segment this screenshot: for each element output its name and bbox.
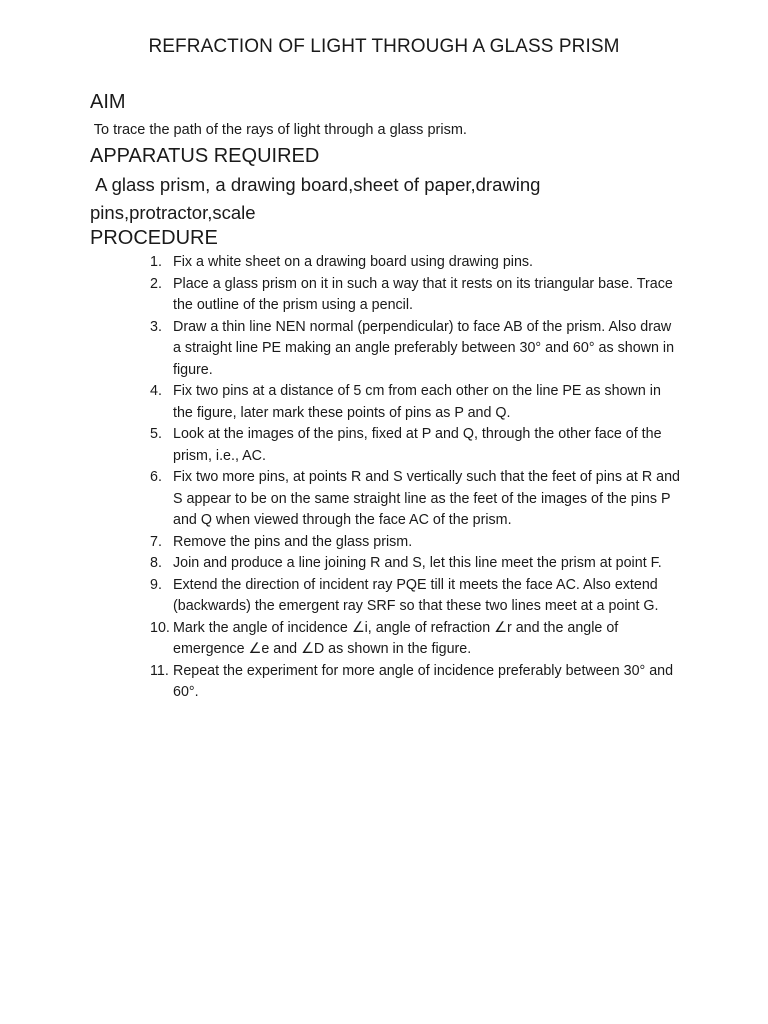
step-text: Fix two pins at a distance of 5 cm from each other on the line PE as shown in the figure, later mark these points of pins as P and Q. — [173, 383, 661, 421]
procedure-steps-list — [150, 252, 680, 704]
step-number: 1. — [150, 254, 162, 270]
step-text: Fix two more pins, at points R and S vertically such that the feet of pins at R and S appear to be on the same straight line as the feet of the images of the pins P and Q when viewed through the face AC of the prism. — [173, 469, 680, 528]
apparatus-text: A glass prism, a drawing board,sheet of paper,drawing pins,protractor,scale — [90, 174, 546, 223]
step-text: Remove the pins and the glass prism. — [173, 533, 413, 550]
step-text: Look at the images of the pins, fixed at P and Q, through the other face of the prism, i.e., AC. — [173, 426, 662, 464]
step-number: 9. — [150, 576, 162, 593]
page-title: REFRACTION OF LIGHT THROUGH A GLASS PRISM — [148, 36, 620, 57]
procedure-step — [150, 381, 680, 424]
step-number: 6. — [150, 469, 162, 485]
procedure-step — [150, 618, 680, 661]
procedure-step — [150, 575, 680, 618]
step-number: 2. — [150, 275, 162, 292]
aim-heading: AIM — [90, 91, 126, 113]
procedure-step — [150, 274, 680, 317]
procedure-step — [150, 553, 680, 575]
step-number: 10. — [150, 619, 170, 636]
step-number: 5. — [150, 426, 162, 442]
step-text: Draw a thin line NEN normal (perpendicular) to face AB of the prism. Also draw a straight line PE making an angle preferably between 30° and 60° as shown in figure. — [173, 318, 675, 378]
procedure-step — [150, 467, 680, 532]
step-text: Mark the angle of incidence ∠i, angle of refraction ∠r and the angle of emergence ∠e and ∠D as shown in the figure. — [173, 619, 619, 657]
step-number: 7. — [150, 533, 162, 550]
step-number: 4. — [150, 383, 162, 399]
procedure-step — [150, 317, 680, 382]
procedure-step — [150, 424, 680, 467]
step-text: Fix a white sheet on a drawing board using drawing pins. — [173, 254, 534, 270]
step-number: 8. — [150, 555, 162, 571]
step-number: 11. — [150, 662, 169, 679]
procedure-step — [150, 252, 680, 274]
aim-text: To trace the path of the rays of light through a glass prism. — [90, 122, 467, 138]
procedure-step — [150, 532, 680, 554]
procedure-step — [150, 661, 680, 704]
step-text: Place a glass prism on it in such a way that it rests on its triangular base. Trace the outline of the prism using a pencil. — [173, 275, 673, 313]
step-number: 3. — [150, 318, 162, 335]
step-text: Join and produce a line joining R and S, let this line meet the prism at point F. — [173, 555, 662, 571]
procedure-heading: PROCEDURE — [90, 227, 218, 249]
apparatus-heading: APPARATUS REQUIRED — [90, 145, 320, 167]
step-text: Repeat the experiment for more angle of incidence preferably between 30° and 60°. — [173, 662, 674, 700]
step-text: Extend the direction of incident ray PQE till it meets the face AC. Also extend (backwards) the emergent ray SRF so that these two lines meet at a point G. — [173, 576, 659, 614]
